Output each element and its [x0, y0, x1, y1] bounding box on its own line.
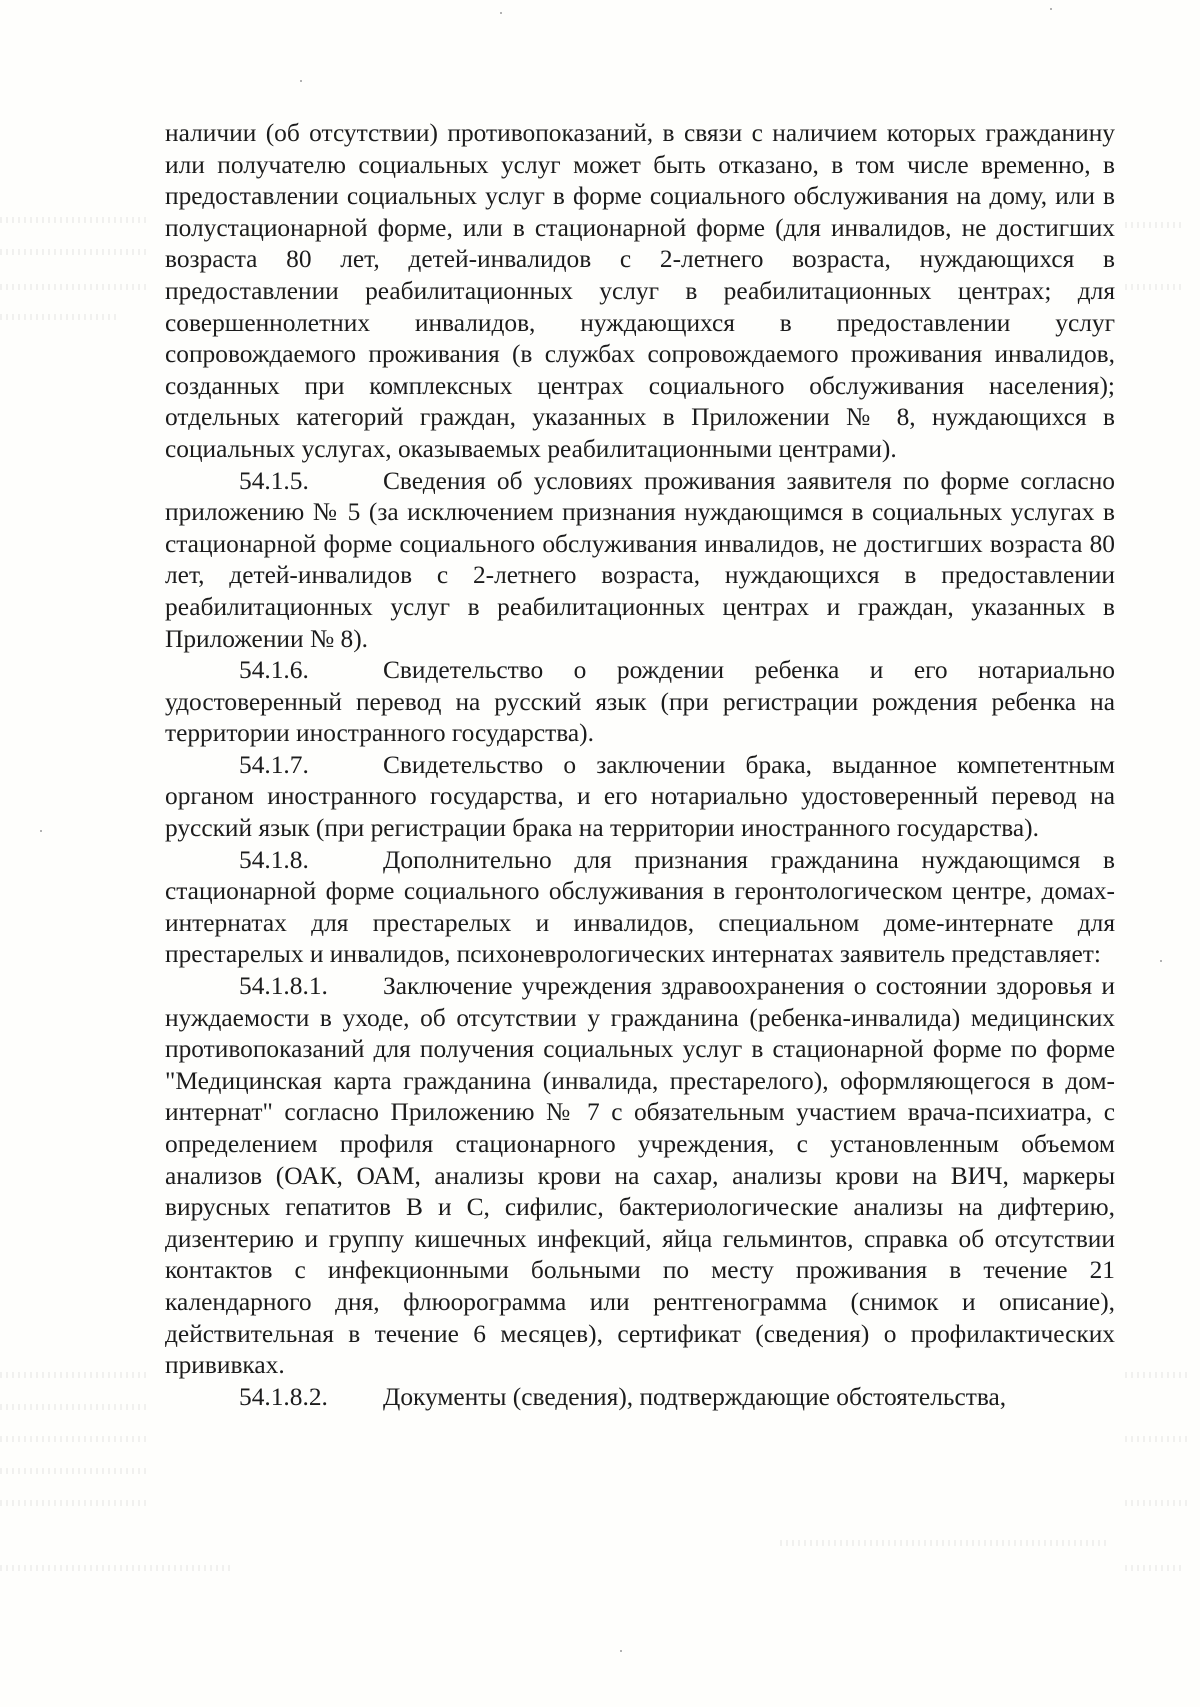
paragraph-54-1-7: [165, 750, 1115, 845]
scan-noise-left-4: [0, 314, 120, 320]
scan-noise-right-1: [1125, 222, 1185, 228]
scan-noise-left-6: [0, 1404, 150, 1410]
paragraph-text: Свидетельство о рождении ребенка и его нотариально удостоверенный перевод на русский язык (при регистрации рождения ребенка на территории иностранного государства).: [165, 656, 1115, 748]
scan-speck: [500, 12, 502, 14]
paragraph-54-1-6: [165, 655, 1115, 750]
scan-speck: [300, 80, 302, 82]
scan-noise-right-3: [1125, 1372, 1190, 1378]
scan-noise-left-9: [0, 1500, 150, 1506]
scan-noise-right-6: [1125, 1565, 1185, 1571]
paragraph-text: Свидетельство о заключении брака, выданное компетентным органом иностранного государства, и его нотариально удостоверенный перевод на русский язык (при регистрации брака на территории иностранного государства).: [165, 750, 1115, 843]
paragraph-text: Дополнительно для признания гражданина нуждающимся в стационарной форме социального обслуживания в геронтологическом центре, домах-интернатах для престарелых и инвалидов, специальном доме-интернате для престарелых и инвалидов, психоневрологических интернатах заявитель представляет:: [165, 845, 1115, 969]
scan-speck: [40, 830, 42, 832]
scan-noise-left-1: [0, 217, 150, 223]
paragraph-text: Заключение учреждения здравоохранения о состоянии здоровья и нуждаемости в уходе, об отсутствии у гражданина (ребенка-инвалида) медицинских противопоказаний для получения социальных услуг в стационарной форме по форме "Медицинская карта гражданина (инвалида, престарелого), оформляющегося в дом-интернат" согласно Приложению № 7 с обязательным участием врача-психиатра, с определением профиля стационарного учреждения, с установленным объемом анализов (ОАК, ОАМ, анализы крови на сахар, анализы крови на ВИЧ, маркеры вирусных гепатитов В и С, сифилис, бактериологические анализы на дифтерию, дизентерию и группу кишечных инфекций, яйца гельминтов, справка об отсутствии контактов с инфекционными больными по месту проживания в течение 21 календарного дня, флюорограмма или рентгенограмма (снимок и описание), действительная в течение 6 месяцев), сертификат (сведения) о профилактических прививках.: [165, 972, 1115, 1380]
clause-number: 54.1.5.: [239, 466, 309, 495]
paragraph-54-1-8-1: [165, 971, 1115, 1382]
scan-noise-bottom-1: [780, 1540, 1110, 1546]
paragraph-text: Документы (сведения), подтверждающие обстоятельства,: [383, 1382, 1007, 1411]
scan-noise-right-5: [1125, 1500, 1190, 1506]
paragraph-54-1-8: [165, 845, 1115, 971]
clause-number: 54.1.8.: [239, 845, 309, 874]
paragraph-54-1-5: [165, 466, 1115, 656]
paragraph-text: наличии (об отсутствии) противопоказаний, в связи с наличием которых гражданину или получателю социальных услуг может быть отказано, в том числе временно, в предоставлении социальных услуг в форме социального обслуживания на дому, или в полустационарной форме, или в стационарной форме (для инвалидов, не достигших возраста 80 лет, детей-инвалидов с 2-летнего возраста, нуждающихся в предоставлении реабилитационных услуг в реабилитационных центрах; для совершеннолетних инвалидов, нуждающихся в предоставлении услуг сопровождаемого проживания (в службах сопровождаемого проживания инвалидов, созданных при комплексных центрах социального обслуживания населения); отдельных категорий граждан, указанных в Приложении № 8, нуждающихся в социальных услугах, оказываемых реабилитационными центрами).: [165, 119, 1115, 463]
scan-noise-left-7: [0, 1436, 150, 1442]
scan-noise-left-3: [0, 284, 150, 290]
clause-number: 54.1.8.2.: [239, 1382, 328, 1411]
paragraph-54-1-8-2: [165, 1382, 1115, 1414]
scan-noise-left-8: [0, 1468, 150, 1474]
clause-number: 54.1.8.1.: [239, 972, 328, 1001]
scan-speck: [1160, 960, 1162, 962]
scan-noise-left-5: [0, 1372, 150, 1378]
document-body: [165, 118, 1115, 1413]
clause-number: 54.1.7.: [239, 750, 309, 779]
scan-noise-left-10: [0, 1565, 230, 1571]
clause-number: 54.1.6.: [239, 656, 309, 685]
paragraph-text: Сведения об условиях проживания заявителя по форме согласно приложению № 5 (за исключением признания нуждающимся в социальных услугах в стационарной форме социального обслуживания инвалидов, не достигших возраста 80 лет, детей-инвалидов с 2-летнего возраста, нуждающихся в предоставлении реабилитационных услуг в реабилитационных центрах и граждан, указанных в Приложении № 8).: [165, 466, 1115, 653]
scan-noise-right-2: [1125, 284, 1185, 290]
scan-noise-left-2: [0, 249, 150, 255]
scan-speck: [1050, 8, 1052, 10]
scan-noise-right-4: [1125, 1436, 1190, 1442]
scan-speck: [620, 1650, 622, 1652]
paragraph-continuation: [165, 118, 1115, 466]
